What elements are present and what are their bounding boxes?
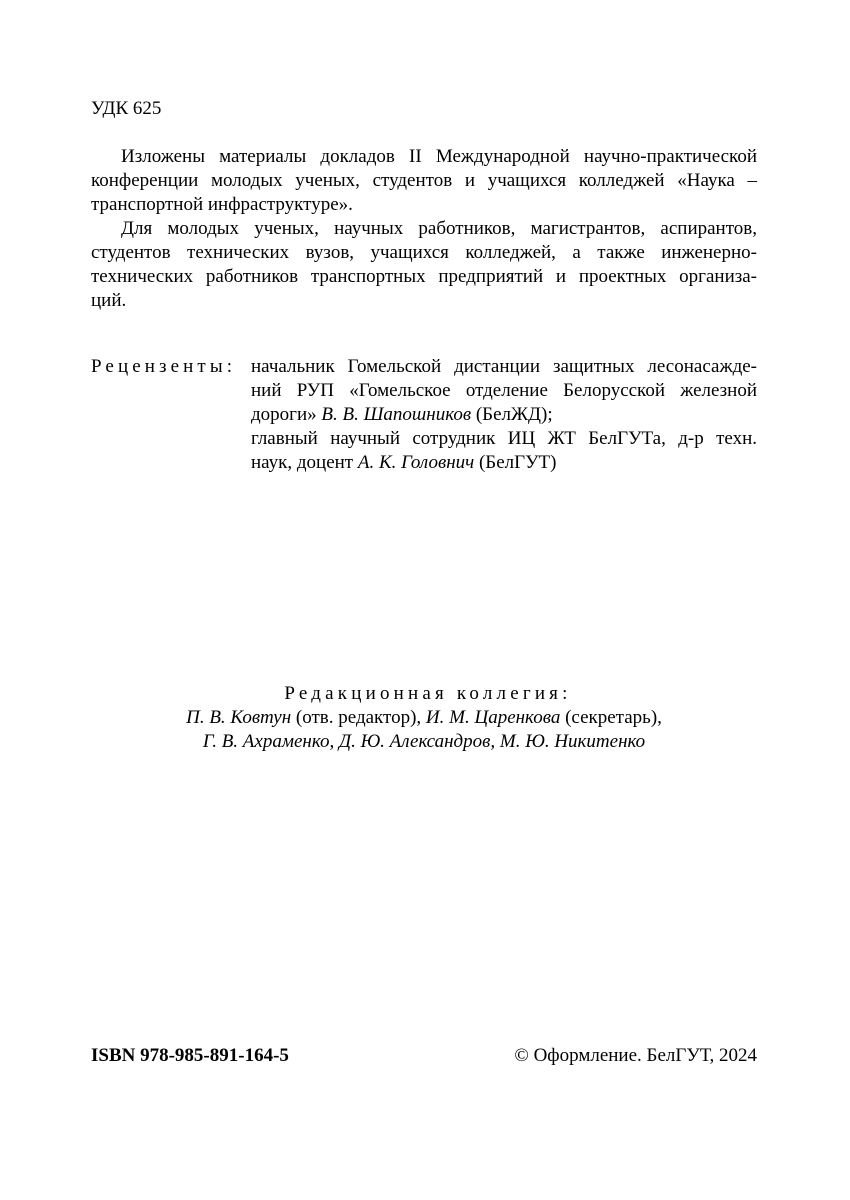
reviewer-1-line: начальник Гомельской дистанции защитных лесонасажде- xyxy=(251,356,757,377)
board-member-role: (отв. редактор), xyxy=(291,707,426,728)
audience-line: технических работников транспортных предприятий и проектных организа- xyxy=(91,266,757,287)
reviewer-1-line: ний РУП «Гомельское отделение Белорусской железной xyxy=(251,380,757,401)
reviewer-2-line xyxy=(251,451,757,475)
reviewers-list xyxy=(251,355,757,475)
abstract xyxy=(91,145,757,313)
editorial-board-members: Г. В. Ахраменко, Д. Ю. Александров, М. Ю. Никитенко xyxy=(202,731,646,752)
reviewer-2-text: наук, доцент xyxy=(251,452,358,473)
reviewer-2-name: А. К. Головнич xyxy=(357,452,475,473)
reviewers-label: Рецензенты: xyxy=(91,356,237,377)
board-member-role: (секретарь), xyxy=(560,707,662,728)
copyright: © Оформление. БелГУТ, 2024 xyxy=(514,1045,757,1066)
udk-code: УДК 625 xyxy=(91,98,162,119)
reviewer-1-org: (БелЖД); xyxy=(471,404,553,425)
reviewer-1-line xyxy=(251,403,757,427)
reviewer-1-name: В. В. Шапошников xyxy=(321,404,472,425)
editorial-board xyxy=(91,682,757,754)
board-member-name: П. В. Ковтун xyxy=(186,707,292,728)
isbn: ISBN 978-985-891-164-5 xyxy=(91,1045,289,1066)
board-member-name: И. М. Царенкова xyxy=(425,707,561,728)
editorial-board-line xyxy=(91,706,757,730)
abstract-line: Изложены материалы докладов II Международной научно-практической xyxy=(121,146,757,167)
audience-line: ций. xyxy=(91,290,127,311)
reviewer-1-text: дороги» xyxy=(251,404,322,425)
reviewer-2-line: главный научный сотрудник ИЦ ЖТ БелГУТа, д-р техн. xyxy=(251,428,757,449)
audience-line: Для молодых ученых, научных работников, магистрантов, аспирантов, xyxy=(121,218,757,239)
abstract-line: транспортной инфраструктуре». xyxy=(91,194,353,215)
reviewer-2-org: (БелГУТ) xyxy=(474,452,557,473)
audience-line: студентов технических вузов, учащихся колледжей, а также инженерно- xyxy=(91,242,757,263)
abstract-line: конференции молодых ученых, студентов и учащихся колледжей «Наука – xyxy=(91,170,757,191)
editorial-board-title: Редакционная коллегия: xyxy=(284,683,572,704)
